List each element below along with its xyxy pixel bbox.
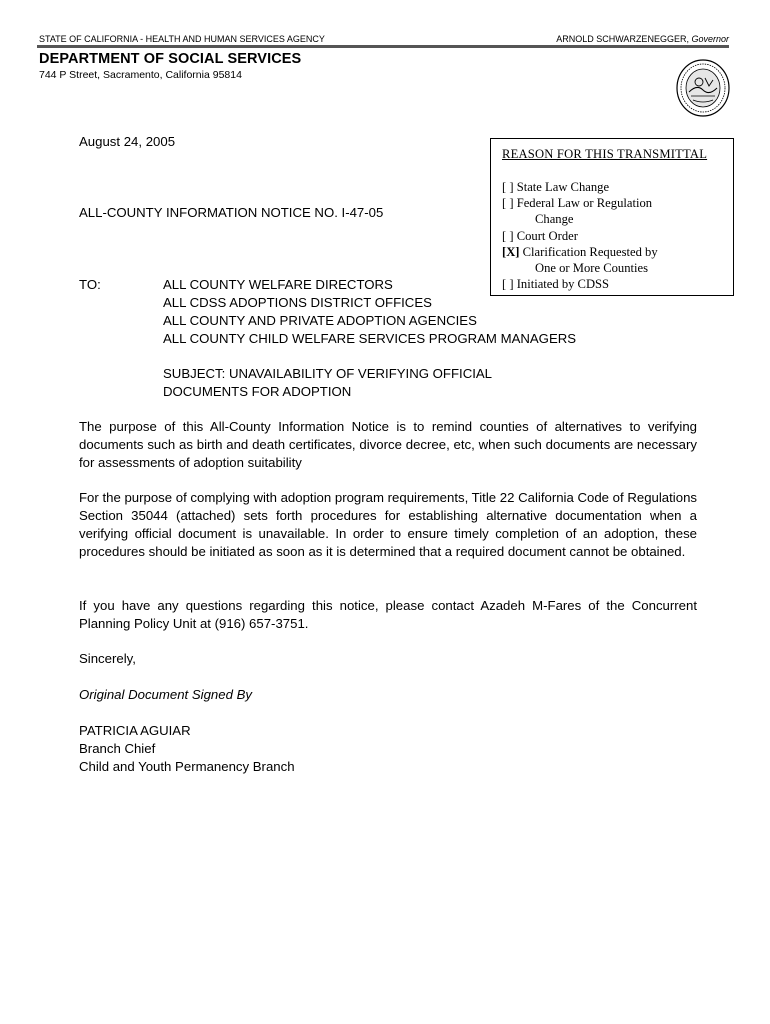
department-address: 744 P Street, Sacramento, California 95814 <box>39 69 242 81</box>
recipient: ALL CDSS ADOPTIONS DISTRICT OFFICES <box>163 295 432 310</box>
signer-branch: Child and Youth Permanency Branch <box>79 759 295 774</box>
state-seal-icon <box>675 58 731 118</box>
reason-label: Court Order <box>516 228 578 243</box>
governor-name: ARNOLD SCHWARZENEGGER, <box>556 34 689 44</box>
transmittal-reason-box <box>490 138 734 296</box>
transmittal-item <box>502 195 658 211</box>
transmittal-title: REASON FOR THIS TRANSMITTAL <box>502 147 708 161</box>
subject-line: SUBJECT: UNAVAILABILITY OF VERIFYING OFFICIAL <box>163 366 493 381</box>
signed-note: Original Document Signed By <box>79 687 252 702</box>
checkbox-mark: [X] <box>502 244 520 259</box>
signature-block <box>79 722 295 776</box>
agency-line: STATE OF CALIFORNIA - HEALTH AND HUMAN SERVICES AGENCY <box>39 34 325 44</box>
paragraph-requirements: For the purpose of complying with adoption program requirements, Title 22 California Code of Regulations Section 35044 (attached) sets forth procedures for establishing alternative documentation when a verifying official document is unavailable. In order to ensure timely completion of an adoption, these procedures should be initiated as soon as it is determined that a required document cannot be obtained. <box>79 490 697 559</box>
paragraph-contact: If you have any questions regarding this notice, please contact Azadeh M-Fares of the Concurrent Planning Policy Unit at (916) 657-3751. <box>79 598 697 631</box>
transmittal-item <box>502 179 658 195</box>
governor-line <box>556 34 729 44</box>
recipient: ALL COUNTY CHILD WELFARE SERVICES PROGRAM MANAGERS <box>163 331 577 346</box>
checkbox-mark: [ ] <box>502 180 514 194</box>
notice-number: ALL-COUNTY INFORMATION NOTICE NO. I-47-05 <box>79 205 384 220</box>
reason-continuation: Change <box>535 212 574 227</box>
header-rule <box>37 45 729 48</box>
transmittal-item <box>502 244 658 260</box>
reason-continuation: One or More Counties <box>535 261 648 276</box>
recipient: ALL COUNTY WELFARE DIRECTORS <box>163 277 393 292</box>
transmittal-item <box>502 228 658 244</box>
subject-line: DOCUMENTS FOR ADOPTION <box>163 384 352 399</box>
closing: Sincerely, <box>79 651 136 666</box>
checkbox-mark: [ ] <box>502 277 514 292</box>
checkbox-mark: [ ] <box>502 196 514 211</box>
transmittal-item <box>502 276 658 292</box>
signer-name: PATRICIA AGUIAR <box>79 723 191 738</box>
to-label: TO: <box>79 277 101 292</box>
letter-date: August 24, 2005 <box>79 134 176 149</box>
reason-label: Initiated by CDSS <box>516 277 610 292</box>
checkbox-mark: [ ] <box>502 228 514 243</box>
subject <box>163 365 492 401</box>
reason-label: State Law Change <box>516 180 610 194</box>
signer-title: Branch Chief <box>79 741 156 756</box>
reason-label: Federal Law or Regulation <box>516 196 653 211</box>
transmittal-items <box>502 179 658 292</box>
department-name: DEPARTMENT OF SOCIAL SERVICES <box>39 51 302 67</box>
governor-title: Governor <box>691 34 729 44</box>
reason-label: Clarification Requested by <box>522 244 658 259</box>
paragraph-purpose: The purpose of this All-County Information Notice is to remind counties of alternatives to verifying documents such as birth and death certificates, divorce decree, etc, when such documents are necessary for assessments of adoption suitability <box>79 419 697 470</box>
recipient: ALL COUNTY AND PRIVATE ADOPTION AGENCIES <box>163 313 477 328</box>
